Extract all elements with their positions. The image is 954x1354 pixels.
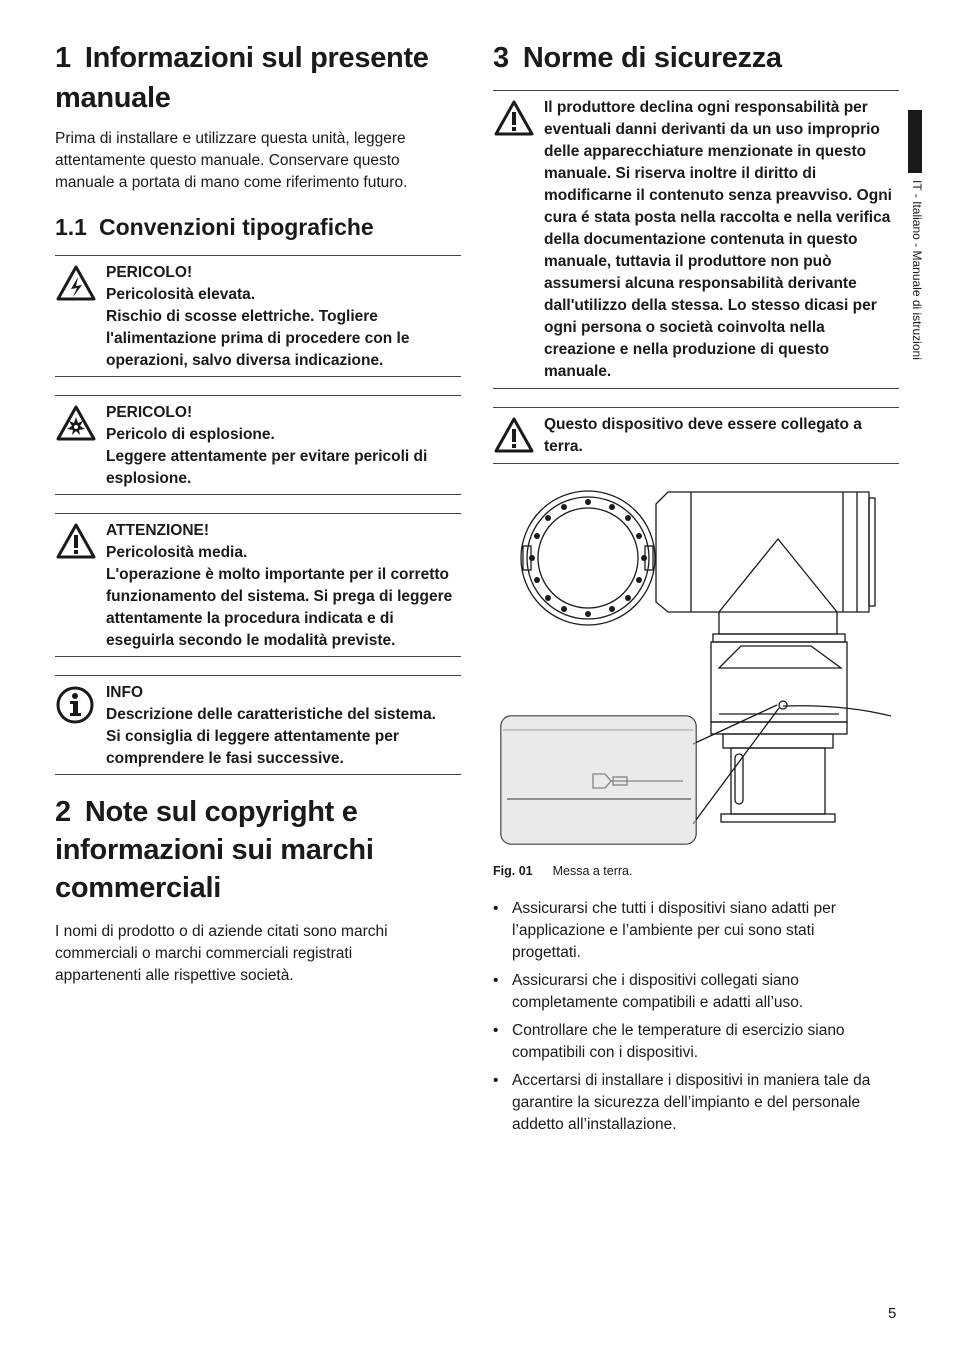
notice-disclaimer xyxy=(493,90,899,389)
section-number: 1.1 xyxy=(55,214,87,240)
section-title: Convenzioni tipografiche xyxy=(98,214,374,240)
notice-text: Il produttore declina ogni responsabilità per eventuali danni derivanti da un uso improprio delle apparecchiature menzionate in questo manuale. Si riserva inoltre il diritto di modificarne il contenuto senza preavviso. Ogni cura é stata posta nella raccolta e nella verifica della documentazione contenuta in questo manuale, tuttavia il produttore non può assumersi alcuna responsabilità derivante dall'utilizzo della stessa. Lo stesso dicasi per ogni persona o società coinvolta nella creazione e nella produzione di questo manuale. xyxy=(544,99,892,380)
language-tab-label: IT - Italiano - Manuale di istruzioni xyxy=(910,180,924,360)
notice-info xyxy=(55,675,461,775)
list-item-text: Assicurarsi che i dispositivi collegati siano completamente compatibili e adatti all’uso. xyxy=(512,972,804,1011)
explosion-hazard-icon xyxy=(55,402,106,490)
notice-title: PERICOLO! xyxy=(106,404,193,421)
list-item-text: Controllare che le temperature di esercizio siano compatibili con i dispositivi. xyxy=(512,1022,845,1061)
page-number: 5 xyxy=(888,1305,897,1322)
section-2-heading xyxy=(55,793,461,907)
section-1-heading xyxy=(55,38,475,118)
notice-grounding xyxy=(493,407,899,464)
figure-caption xyxy=(493,864,899,878)
section-1-1-heading xyxy=(55,212,461,242)
warning-icon xyxy=(493,414,544,459)
list-item: • Controllare che le temperature di esercizio siano compatibili con i dispositivi. xyxy=(493,1022,845,1061)
right-column xyxy=(493,38,899,1142)
notice-level: Pericolo di esplosione. xyxy=(106,426,275,443)
section-number: 1 xyxy=(55,42,71,74)
notice-text: Rischio di scosse elettriche. Togliere l'alimentazione prima di procedere con le operazioni, salvo diversa indicazione. xyxy=(106,308,410,369)
list-item-text: Accertarsi di installare i dispositivi in maniera tale da garantire la sicurezza dell’impianto e del personale addetto all’installazione. xyxy=(512,1072,871,1133)
section-number: 3 xyxy=(493,42,509,74)
list-item: • Assicurarsi che tutti i dispositivi siano adatti per l’applicazione e l’ambiente per cui sono stati progettati. xyxy=(493,900,836,961)
notice-level: Pericolosità media. xyxy=(106,544,248,561)
warning-icon xyxy=(493,97,544,383)
list-item: • Assicurarsi che i dispositivi collegati siano completamente compatibili e adatti all’uso. xyxy=(493,972,804,1011)
section-3-heading xyxy=(493,38,899,78)
notice-level: Pericolosità elevata. xyxy=(106,286,256,303)
notice-electric-danger xyxy=(55,255,461,377)
notice-text: Si consiglia di leggere attentamente per comprendere le fasi successive. xyxy=(106,728,399,767)
electric-hazard-icon xyxy=(55,262,106,372)
section-title: Note sul copyright e informazioni sui marchi commerciali xyxy=(55,796,374,904)
list-item-text: Assicurarsi che tutti i dispositivi siano adatti per l’applicazione e l’ambiente per cui sono stati progettati. xyxy=(512,900,836,961)
notice-explosion-danger xyxy=(55,395,461,495)
notice-level: Descrizione delle caratteristiche del sistema. xyxy=(106,706,436,723)
section-title: Norme di sicurezza xyxy=(522,42,782,74)
section-title: Informazioni sul presente manuale xyxy=(55,42,429,114)
notice-text: Leggere attentamente per evitare pericoli di esplosione. xyxy=(106,448,428,487)
notice-text: Questo dispositivo deve essere collegato a terra. xyxy=(544,416,862,455)
notice-title: INFO xyxy=(106,684,144,701)
figure-label: Fig. 01 xyxy=(493,864,533,878)
section-2-body: I nomi di prodotto o di aziende citati sono marchi commerciali o marchi commerciali registrati appartenenti alle rispettive società. xyxy=(55,923,388,984)
left-column xyxy=(55,38,461,987)
language-tab-marker xyxy=(908,110,922,173)
warning-icon xyxy=(55,520,106,652)
safety-bullet-list xyxy=(493,898,899,1136)
info-icon xyxy=(55,682,106,770)
notice-title: PERICOLO! xyxy=(106,264,193,281)
notice-warning xyxy=(55,513,461,657)
section-number: 2 xyxy=(55,796,71,828)
section-1-body: Prima di installare e utilizzare questa unità, leggere attentamente questo manuale. Conservare questo manuale a portata di mano come riferimento futuro. xyxy=(55,130,408,191)
list-item: • Accertarsi di installare i dispositivi in maniera tale da garantire la sicurezza dell’impianto e del personale addetto all’installazione. xyxy=(493,1072,871,1133)
figure-caption-text: Messa a terra. xyxy=(552,864,633,878)
figure-grounding-drawing xyxy=(493,484,899,856)
notice-title: ATTENZIONE! xyxy=(106,522,210,539)
notice-text: L'operazione è molto importante per il corretto funzionamento del sistema. Si prega di leggere attentamente la procedura indicata e di eseguirla secondo le modalità previste. xyxy=(106,566,453,649)
